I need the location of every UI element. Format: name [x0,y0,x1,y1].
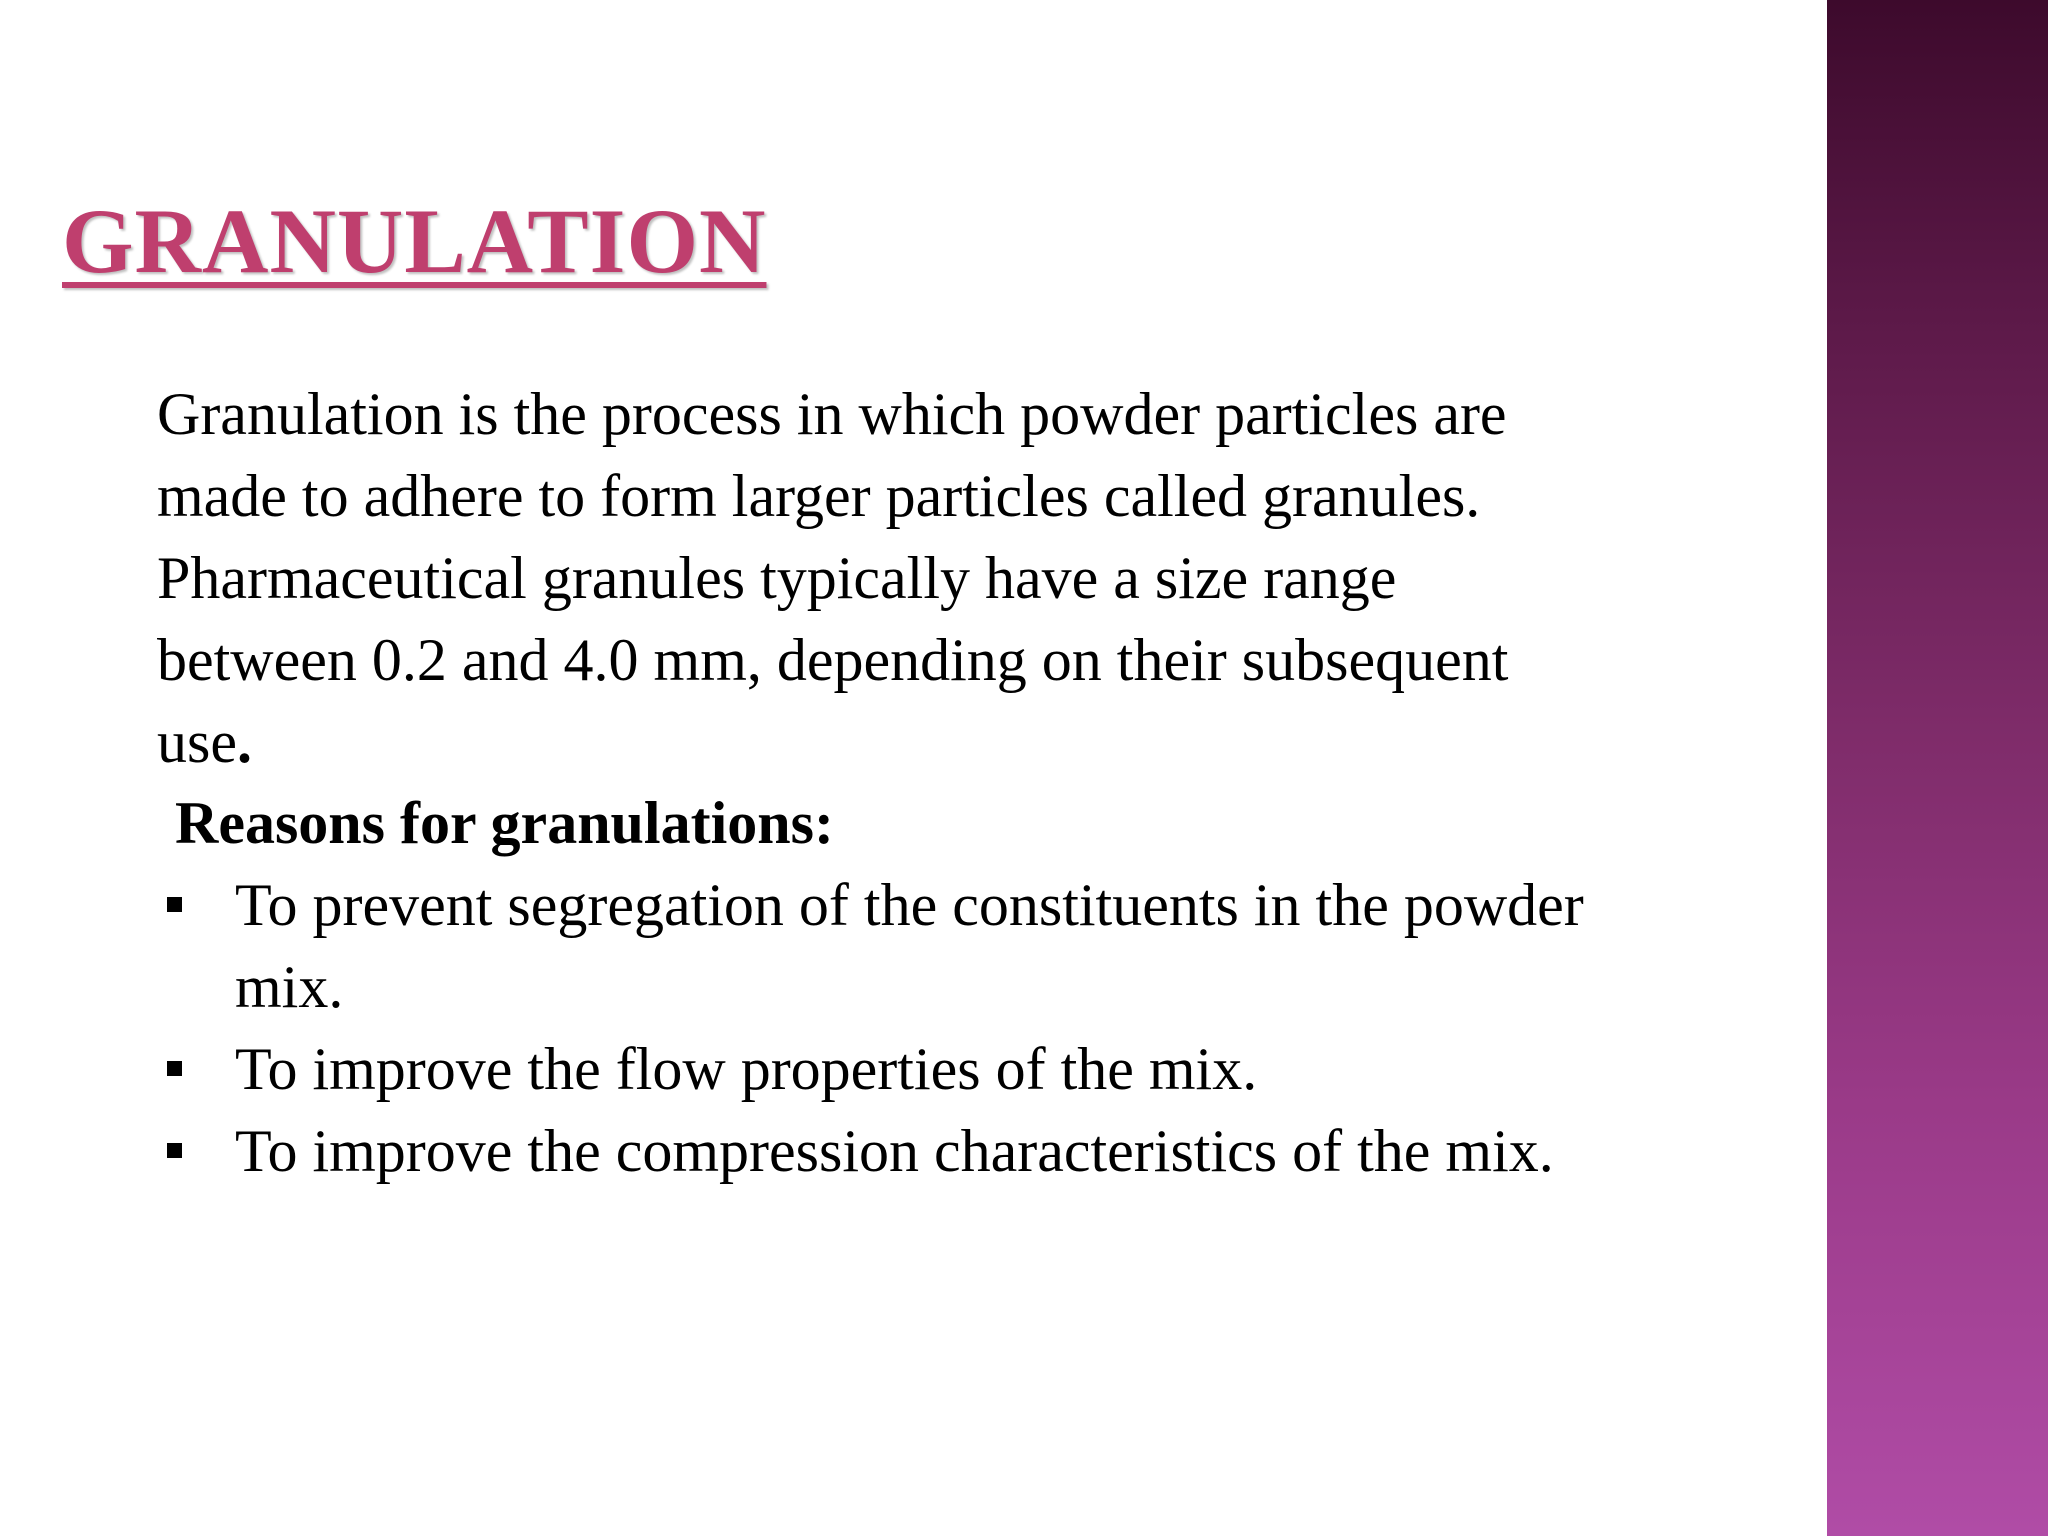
list-item-line: To improve the compression characteristics of the mix. [235,1118,1554,1184]
list-item [157,1110,1817,1192]
definition-paragraph [157,373,1807,783]
list-item-line: To improve the flow properties of the mix. [235,1036,1258,1102]
reasons-heading: Reasons for granulations: [175,790,834,856]
paragraph-line: made to adhere to form larger particles called granules. [157,463,1481,529]
paragraph-end-period: . [236,709,252,775]
slide-title: GRANULATION [62,190,767,292]
paragraph-line: between 0.2 and 4.0 mm, depending on their subsequent [157,627,1509,693]
square-bullet-icon [167,897,182,912]
square-bullet-icon [167,1143,182,1158]
square-bullet-icon [167,1061,182,1076]
paragraph-line: Granulation is the process in which powder particles are [157,381,1507,447]
list-item-line: mix. [235,954,344,1020]
paragraph-line-text: use [157,709,237,775]
list-item-line: To prevent segregation of the constituents in the powder [235,872,1584,938]
decorative-side-band [1827,0,2048,1536]
list-item [157,864,1817,1028]
list-item [157,1028,1817,1110]
reasons-list [157,864,1817,1192]
paragraph-line-last [157,701,1807,783]
paragraph-line: Pharmaceutical granules typically have a size range [157,545,1397,611]
